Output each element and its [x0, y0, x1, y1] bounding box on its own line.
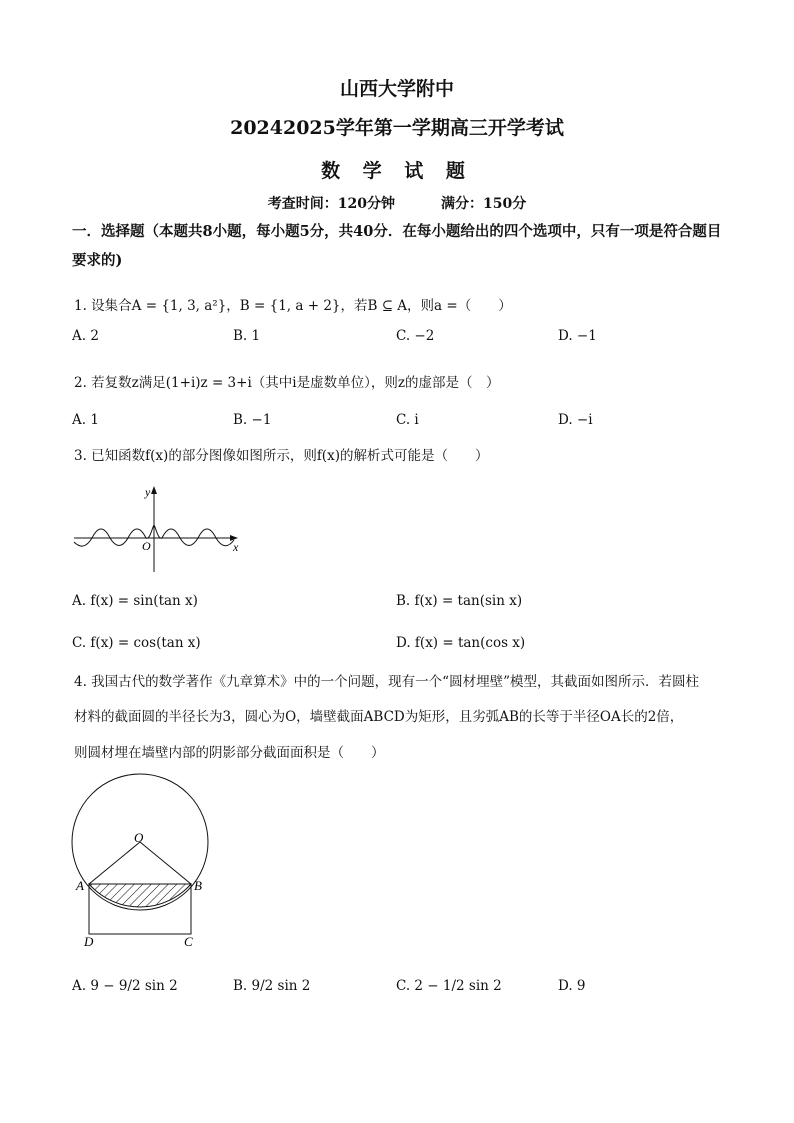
- y-axis-label: y: [145, 485, 151, 499]
- label-c: C: [184, 934, 193, 949]
- shaded-segment: [89, 884, 191, 907]
- q4-option-b: B. 9/2 sin 2: [233, 978, 311, 994]
- q4-circle-wall-figure: [68, 772, 218, 952]
- label-b: B: [194, 878, 202, 893]
- q1-option-a: A. 2: [72, 328, 99, 344]
- label-d: D: [84, 934, 94, 949]
- subject-title: 数 学 试 题: [321, 160, 473, 182]
- q4-option-a: A. 9 − 9/2 sin 2: [72, 978, 178, 994]
- label-a: A: [76, 878, 84, 893]
- q2-option-d: D. −i: [558, 412, 593, 428]
- origin-label: O: [142, 539, 151, 553]
- question-2-stem: 2. 若复数z满足(1+i)z = 3+i（其中i是虚数单位），则z的虚部是（ ）: [74, 375, 500, 391]
- q2-option-a: A. 1: [72, 412, 99, 428]
- y-axis-arrow: [151, 486, 157, 494]
- q3-option-c: C. f(x) = cos(tan x): [72, 635, 201, 651]
- question-1-stem: 1. 设集合A = {1, 3, a²}，B = {1, a + 2}，若B ⊆ A，则a =（ ）: [74, 298, 512, 314]
- section-heading: 一．选择题（本题共8小题，每小题5分，共40分．在每小题给出的四个选项中，只有一项是符合题目要求的): [72, 223, 722, 269]
- exam-info: [0, 193, 794, 213]
- radius-ob: [140, 842, 191, 884]
- question-3-stem: 3. 已知函数f(x)的部分图像如图所示，则f(x)的解析式可能是（ ）: [74, 448, 489, 464]
- q3-option-d: D. f(x) = tan(cos x): [396, 635, 526, 651]
- exam-title: 20242025学年第一学期高三开学考试: [230, 117, 564, 139]
- exam-time: 考查时间：120分钟: [267, 196, 395, 212]
- question-4-line-3: 则圆材埋在墙壁内部的阴影部分截面面积是（ ）: [74, 745, 385, 761]
- q2-option-c: C. i: [396, 412, 419, 428]
- q3-function-graph: [70, 482, 250, 574]
- q1-option-d: D. −1: [558, 328, 597, 344]
- q3-option-a: A. f(x) = sin(tan x): [72, 593, 198, 609]
- q4-option-d: D. 9: [558, 978, 586, 994]
- school-name: 山西大学附中: [339, 78, 454, 100]
- q1-option-c: C. −2: [396, 328, 435, 344]
- question-4-line-2: 材料的截面圆的半径长为3，圆心为O，墙壁截面ABCD为矩形，且劣弧AB的长等于半径OA长的2倍，: [74, 709, 684, 725]
- q3-option-b: B. f(x) = tan(sin x): [396, 593, 523, 609]
- q1-option-b: B. 1: [233, 328, 261, 344]
- q2-option-b: B. −1: [233, 412, 272, 428]
- radius-oa: [89, 842, 140, 884]
- full-score: 满分：150分: [441, 196, 527, 212]
- q4-option-c: C. 2 − 1/2 sin 2: [396, 978, 502, 994]
- label-o: O: [134, 830, 144, 845]
- question-4-line-1: 4. 我国古代的数学著作《九章算术》中的一个问题，现有一个“圆材埋壁”模型，其截面如图所示．若圆柱: [74, 674, 699, 690]
- x-axis-label: x: [233, 540, 239, 554]
